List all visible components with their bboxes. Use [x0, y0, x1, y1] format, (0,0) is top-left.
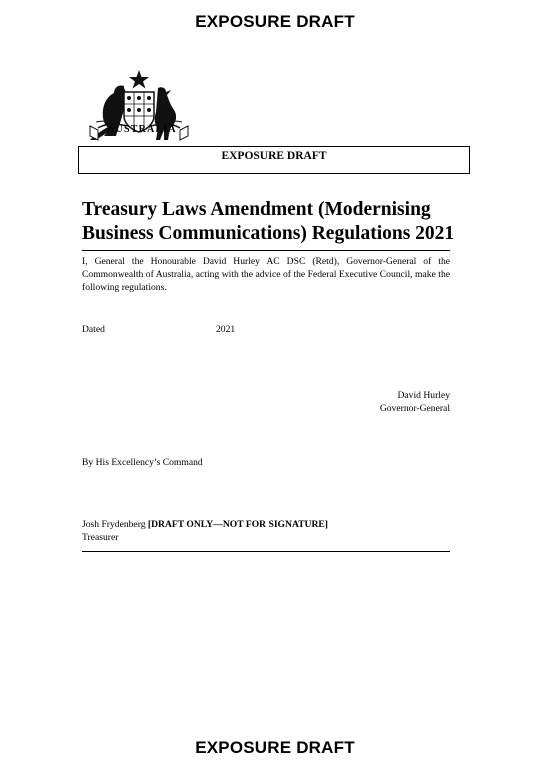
minister-signature-line: [82, 519, 328, 530]
command-line: By His Excellency’s Command: [82, 457, 203, 468]
dated-year: 2021: [216, 324, 236, 335]
watermark-bottom: EXPOSURE DRAFT: [195, 738, 355, 757]
dated-label: Dated: [82, 324, 105, 335]
watermark-top: EXPOSURE DRAFT: [195, 12, 355, 31]
divider: [82, 551, 450, 552]
minister-name: Josh Frydenberg: [82, 519, 146, 530]
governor-general-name: David Hurley: [397, 390, 450, 401]
crest-label: AUSTRALIA: [107, 124, 177, 135]
minister-title: Treasurer: [82, 532, 119, 543]
exposure-draft-box: EXPOSURE DRAFT: [78, 146, 470, 174]
divider: [82, 250, 450, 251]
draft-only-note: [DRAFT ONLY—NOT FOR SIGNATURE]: [147, 519, 329, 530]
regulation-title: Treasury Laws Amendment (Modernising Business Communications) Regulations 2021: [82, 199, 455, 244]
governor-general-title: Governor-General: [379, 403, 450, 414]
preamble-text: I, General the Honourable David Hurley AC DSC (Retd), Governor-General of the Commonwealth of Australia, acting with the advice of the Federal Executive Council, make the following regulations.: [82, 256, 450, 293]
